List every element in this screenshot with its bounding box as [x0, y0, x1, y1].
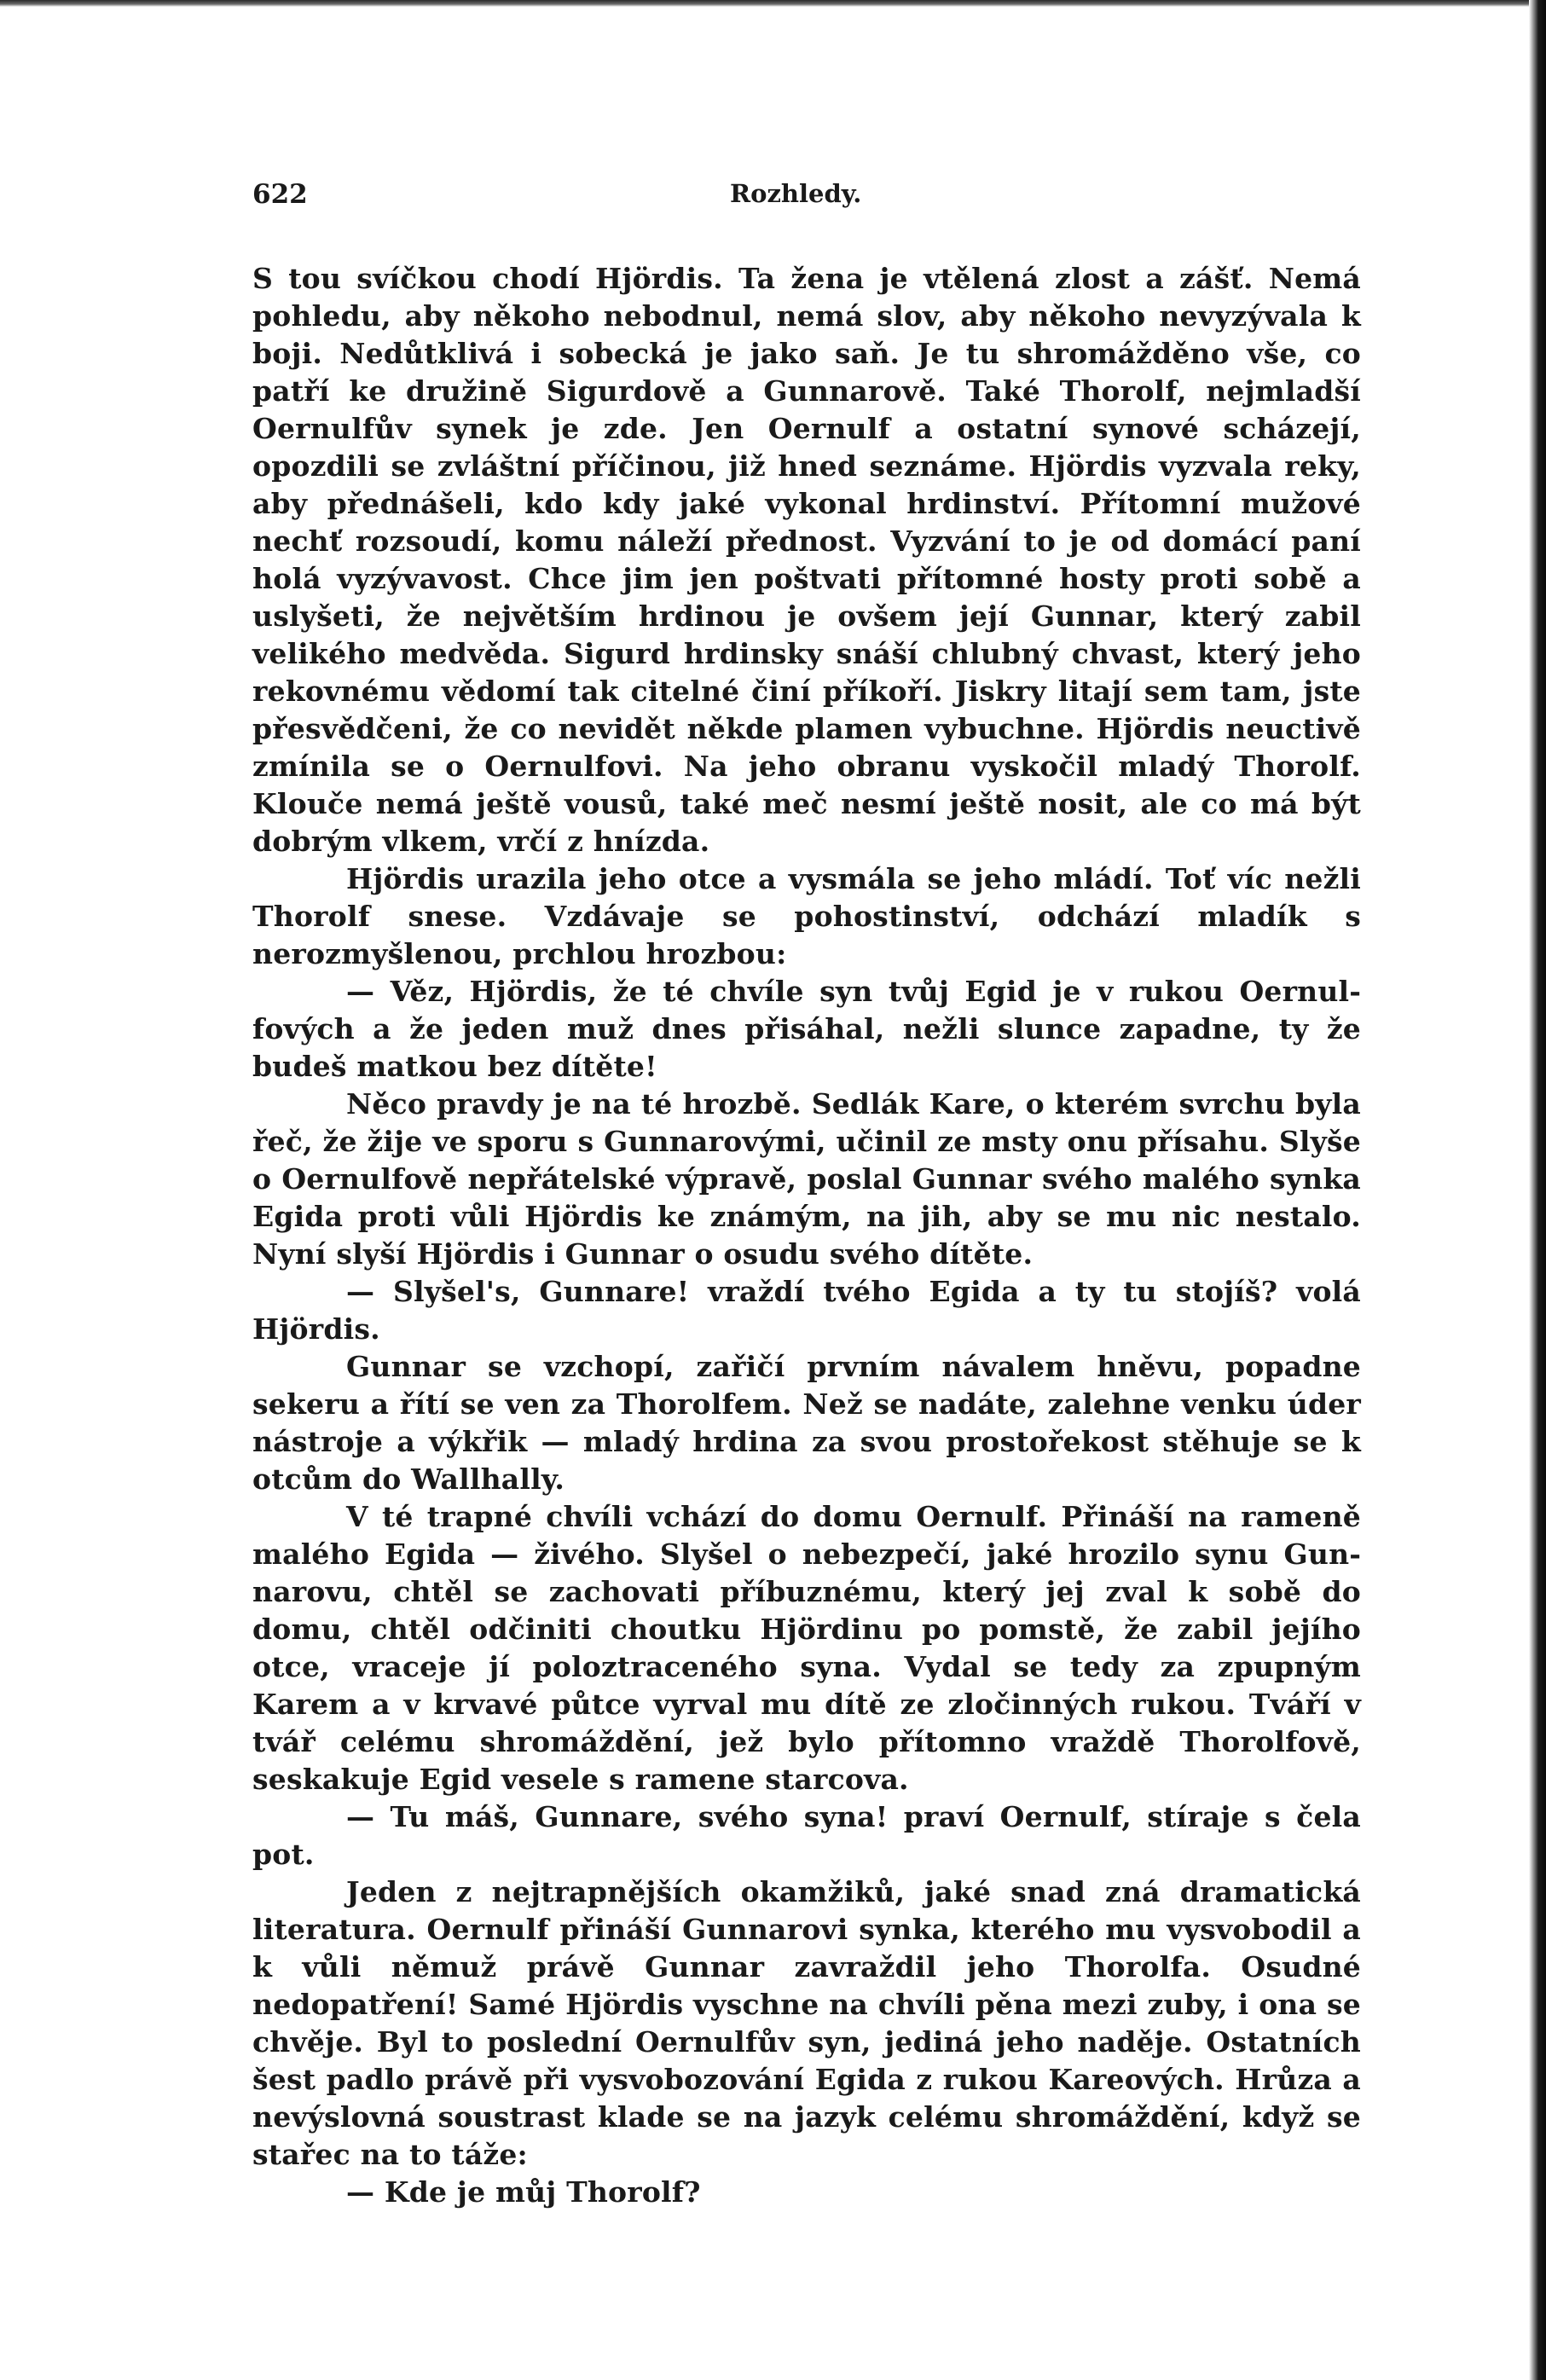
paragraph: Něco pravdy je na té hrozbě. Sedlák Kare, o kterém svrchu byla řeč, že žije ve sporu s Gunnarovými, učinil ze msty onu přísahu. Slyše o Oernulfově nepřátelské výpravě, poslal Gunnar svého malého synka Egida proti vůli Hjördis ke známým, na jih, aby se mu nic nestalo. Nyní slyší Hjördis i Gunnar o osudu svého dítěte. [252, 1087, 1361, 1271]
book-page [252, 179, 1361, 2211]
running-title: Rozhledy. [730, 179, 862, 208]
paragraph: S tou svíčkou chodí Hjördis. Ta žena je vtělená zlost a zášť. Nemá pohledu, aby někoho nebodnul, nemá slov, aby někoho nevyzývala k boji. Nedůtklivá i sobecká je jako saň. Je tu shromážděno vše, co patří ke družině Sigurdově a Gunnarově. Také Thorolf, nejmladší Oernulfův synek je zde. Jen Oernulf a ostatní synové scházejí, opozdili se zvláštní příčinou, již hned seznáme. Hjördis vyzvala reky, aby přednášeli, kdo kdy jaké vykonal hrdinství. Přítomní mužové nechť rozsoudí, komu náleží přednost. Vyzvání to je od domácí paní holá vyzývavost. Chce jim jen poštvati přítomné hosty proti sobě a uslyšeti, že největším hrdinou je ovšem její Gunnar, který zabil velikého medvěda. Sigurd hrdinsky snáší chlubný chvast, který jeho rekovnému vědomí tak citelné činí příkoří. Jiskry litají sem tam, jste přesvědčeni, že co nevidět někde plamen vybuchne. Hjördis neuctivě zmínila se o Oernulfovi. Na jeho obranu vyskočil mladý Thorolf. Klouče nemá ještě vousů, také meč nesmí ještě nosit, ale co má být dobrým vlkem, vrčí z hnízda. [252, 262, 1361, 858]
paragraph: Jeden z nejtrapnějších okamžiků, jaké snad zná dramatická literatura. Oernulf přináší Gunnarovi synka, kterého mu vysvobodil a k vůli němuž právě Gunnar zavraždil jeho Thorolfa. Osudné nedopatření! Samé Hjördis vyschne na chvíli pěna mezi zuby, i ona se chvěje. Byl to poslední Oernulfův syn, jediná jeho naděje. Ostatních šest padlo právě při vysvobozování Egida z rukou Kareových. Hrůza a nevýslovná soustrast klade se na jazyk celému shromáždění, když se stařec na to táže: [252, 1875, 1361, 2171]
body-text [252, 260, 1361, 2211]
page-number: 622 [252, 179, 308, 210]
paragraph: — Věz, Hjördis, že té chvíle syn tvůj Egid je v rukou Oernulfových a že jeden muž dnes přisáhal, nežli slunce zapadne, ty že budeš matkou bez dítěte! [252, 975, 1361, 1083]
paragraph: Gunnar se vzchopí, zařičí prvním návalem hněvu, popadne sekeru a řítí se ven za Thorolfem. Než se nadáte, zalehne venku úder nástroje a výkřik — mladý hrdina za svou prostořekost stěhuje se k otcům do Wallhally. [252, 1350, 1361, 1496]
paragraph: Hjördis urazila jeho otce a vysmála se jeho mládí. Toť víc nežli Thorolf snese. Vzdávaje se pohostinství, odchází mladík s nerozmyšlenou, prchlou hrozbou: [252, 862, 1361, 970]
paragraph: — Kde je můj Thorolf? [346, 2175, 701, 2209]
paragraph: — Slyšel's, Gunnare! vraždí tvého Egida a ty tu stojíš? volá Hjördis. [252, 1275, 1361, 1346]
scan-top-edge [0, 0, 1546, 7]
paragraph: — Tu máš, Gunnare, svého syna! praví Oernulf, stíraje s čela pot. [252, 1800, 1361, 1871]
scan-right-edge [1529, 0, 1546, 2380]
page-header [252, 179, 1361, 213]
paragraph: V té trapné chvíli vchází do domu Oernulf. Přináší na rameně malého Egida — živého. Slyšel o nebezpečí, jaké hrozilo synu Gunnarovu, chtěl se zachovati příbuznému, který jej zval k sobě do domu, chtěl odčiniti choutku Hjördinu po pomstě, že zabil jejího otce, vraceje jí poloztraceného syna. Vydal se tedy za zpupným Karem a v krvavé půtce vyrval mu dítě ze zločinných rukou. Tváří v tvář celému shromáždění, jež bylo přítomno vraždě Thorolfově, seskakuje Egid vesele s ramene starcova. [252, 1500, 1361, 1796]
